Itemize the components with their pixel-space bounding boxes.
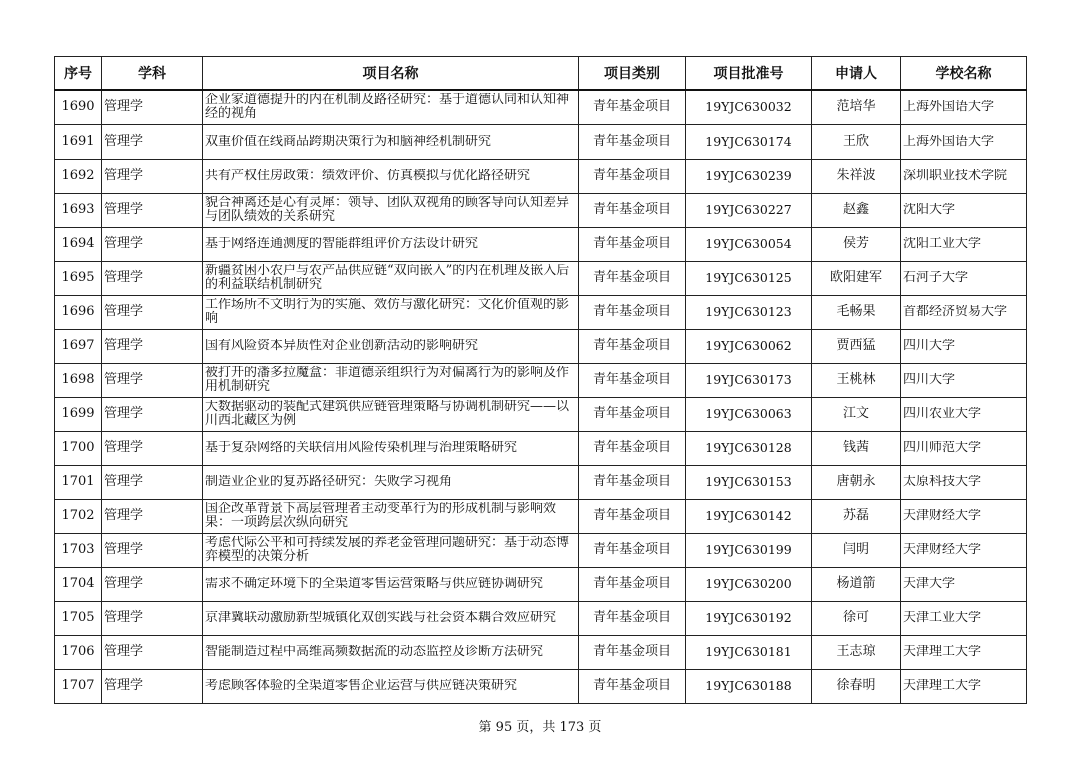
- cell-seq: 1693: [55, 193, 102, 227]
- table-row: [55, 465, 1027, 499]
- project-table: [54, 56, 1027, 704]
- cell-applicant: 范培华: [812, 90, 901, 124]
- header-subject: 学科: [102, 57, 203, 91]
- cell-applicant: 王桃林: [812, 363, 901, 397]
- cell-school: [901, 431, 1027, 465]
- cell-project-name-text: 工作场所不文明行为的实施、效仿与激化研究：文化价值观的影响: [205, 298, 570, 326]
- cell-category: 青年基金项目: [579, 261, 686, 295]
- cell-seq: 1691: [55, 124, 102, 159]
- cell-seq: 1698: [55, 363, 102, 397]
- cell-seq: 1700: [55, 431, 102, 465]
- cell-project-name-text: 基于复杂网络的关联信用风险传染机理与治理策略研究: [205, 441, 518, 455]
- cell-subject: 管理学: [102, 363, 203, 397]
- cell-school-text: 沈阳工业大学: [903, 237, 982, 251]
- cell-project-name: [203, 601, 579, 635]
- table-row: [55, 669, 1027, 703]
- cell-category: 青年基金项目: [579, 329, 686, 363]
- header-seq: 序号: [55, 57, 102, 91]
- cell-approval-no: 19YJC630199: [686, 533, 812, 567]
- table-row: [55, 159, 1027, 193]
- cell-applicant: 杨道箭: [812, 567, 901, 601]
- cell-applicant: 毛畅果: [812, 295, 901, 329]
- cell-school-text: 太原科技大学: [903, 475, 982, 489]
- cell-school-text: 石河子大学: [903, 271, 969, 285]
- cell-applicant: 钱茜: [812, 431, 901, 465]
- cell-project-name: [203, 329, 579, 363]
- cell-subject: 管理学: [102, 533, 203, 567]
- cell-seq: 1706: [55, 635, 102, 669]
- cell-approval-no: 19YJC630192: [686, 601, 812, 635]
- cell-school-text: 首都经济贸易大学: [903, 305, 1008, 319]
- cell-approval-no: 19YJC630128: [686, 431, 812, 465]
- table-row: [55, 431, 1027, 465]
- cell-subject: 管理学: [102, 601, 203, 635]
- cell-school-text: 天津财经大学: [903, 543, 982, 557]
- cell-seq: 1705: [55, 601, 102, 635]
- cell-school-text: 天津财经大学: [903, 509, 982, 523]
- cell-approval-no: 19YJC630188: [686, 669, 812, 703]
- cell-project-name: [203, 90, 579, 124]
- cell-subject: 管理学: [102, 90, 203, 124]
- cell-category: 青年基金项目: [579, 635, 686, 669]
- header-school: 学校名称: [901, 57, 1027, 91]
- cell-school-text: 深圳职业技术学院: [903, 169, 1008, 183]
- header-approval-no: 项目批准号: [686, 57, 812, 91]
- cell-seq: 1699: [55, 397, 102, 431]
- cell-project-name-text: 共有产权住房政策：绩效评价、仿真模拟与优化路径研究: [205, 169, 531, 183]
- cell-school-text: 天津大学: [903, 577, 956, 591]
- table-row: [55, 261, 1027, 295]
- cell-subject: 管理学: [102, 499, 203, 533]
- cell-school: [901, 329, 1027, 363]
- cell-approval-no: 19YJC630173: [686, 363, 812, 397]
- cell-seq: 1694: [55, 227, 102, 261]
- cell-project-name-text: 新疆贫困小农户与农产品供应链“双向嵌入”的内在机理及嵌入后的利益联结机制研究: [205, 264, 570, 292]
- cell-project-name-text: 企业家道德提升的内在机制及路径研究：基于道德认同和认知神经的视角: [205, 93, 570, 122]
- cell-applicant: 侯芳: [812, 227, 901, 261]
- cell-category: 青年基金项目: [579, 669, 686, 703]
- cell-project-name: [203, 567, 579, 601]
- cell-subject: 管理学: [102, 329, 203, 363]
- cell-category: 青年基金项目: [579, 227, 686, 261]
- cell-category: 青年基金项目: [579, 295, 686, 329]
- cell-category: 青年基金项目: [579, 533, 686, 567]
- cell-applicant: 赵鑫: [812, 193, 901, 227]
- cell-approval-no: 19YJC630153: [686, 465, 812, 499]
- cell-school: [901, 533, 1027, 567]
- cell-project-name: [203, 124, 579, 159]
- cell-project-name: [203, 635, 579, 669]
- page-number-footer: 第 95 页，共 173 页: [478, 720, 602, 735]
- table-row: [55, 295, 1027, 329]
- cell-project-name-text: 国有风险资本异质性对企业创新活动的影响研究: [205, 339, 479, 353]
- cell-applicant: 贾西猛: [812, 329, 901, 363]
- cell-project-name: [203, 261, 579, 295]
- cell-seq: 1690: [55, 90, 102, 124]
- cell-project-name-text: 需求不确定环境下的全渠道零售运营策略与供应链协调研究: [205, 577, 544, 591]
- cell-school-text: 上海外国语大学: [903, 134, 995, 149]
- cell-subject: 管理学: [102, 635, 203, 669]
- cell-seq: 1702: [55, 499, 102, 533]
- cell-subject: 管理学: [102, 261, 203, 295]
- cell-school: [901, 159, 1027, 193]
- cell-category: 青年基金项目: [579, 363, 686, 397]
- cell-approval-no: 19YJC630174: [686, 124, 812, 159]
- cell-approval-no: 19YJC630181: [686, 635, 812, 669]
- cell-school: [901, 90, 1027, 124]
- cell-school-text: 天津理工大学: [903, 645, 982, 659]
- header-category: 项目类别: [579, 57, 686, 91]
- cell-subject: 管理学: [102, 431, 203, 465]
- cell-project-name-text: 貌合神离还是心有灵犀：领导、团队双视角的顾客导向认知差异与团队绩效的关系研究: [205, 196, 570, 224]
- cell-category: 青年基金项目: [579, 431, 686, 465]
- cell-approval-no: 19YJC630032: [686, 90, 812, 124]
- cell-subject: 管理学: [102, 567, 203, 601]
- cell-school: [901, 124, 1027, 159]
- cell-project-name-text: 国企改革背景下高层管理者主动变革行为的形成机制与影响效果：一项跨层次纵向研究: [205, 502, 557, 530]
- cell-subject: 管理学: [102, 295, 203, 329]
- cell-project-name: [203, 295, 579, 329]
- cell-project-name-text: 被打开的潘多拉魔盒：非道德亲组织行为对偏离行为的影响及作用机制研究: [205, 366, 570, 394]
- cell-school-text: 沈阳大学: [903, 203, 956, 217]
- cell-school-text: 上海外国语大学: [903, 100, 995, 115]
- cell-category: 青年基金项目: [579, 193, 686, 227]
- cell-approval-no: 19YJC630062: [686, 329, 812, 363]
- header-project-name: 项目名称: [203, 57, 579, 91]
- cell-school: [901, 601, 1027, 635]
- cell-school: [901, 193, 1027, 227]
- cell-seq: 1697: [55, 329, 102, 363]
- cell-category: 青年基金项目: [579, 90, 686, 124]
- cell-seq: 1703: [55, 533, 102, 567]
- cell-project-name-text: 双重价值在线商品跨期决策行为和脑神经机制研究: [205, 134, 492, 149]
- cell-applicant: 唐朝永: [812, 465, 901, 499]
- cell-school-text: 天津理工大学: [903, 679, 982, 693]
- cell-approval-no: 19YJC630142: [686, 499, 812, 533]
- cell-school: [901, 465, 1027, 499]
- cell-approval-no: 19YJC630200: [686, 567, 812, 601]
- cell-project-name-text: 智能制造过程中高维高频数据流的动态监控及诊断方法研究: [205, 645, 544, 659]
- table-row: [55, 90, 1027, 124]
- table-row: [55, 363, 1027, 397]
- cell-school-text: 四川师范大学: [903, 441, 982, 455]
- cell-seq: 1696: [55, 295, 102, 329]
- cell-project-name: [203, 159, 579, 193]
- cell-seq: 1704: [55, 567, 102, 601]
- cell-seq: 1692: [55, 159, 102, 193]
- cell-project-name: [203, 499, 579, 533]
- table-row: [55, 124, 1027, 159]
- cell-project-name-text: 基于网络连通测度的智能群组评价方法设计研究: [205, 237, 479, 251]
- cell-approval-no: 19YJC630054: [686, 227, 812, 261]
- cell-school: [901, 227, 1027, 261]
- cell-project-name-text: 大数据驱动的装配式建筑供应链管理策略与协调机制研究——以川西北藏区为例: [205, 400, 570, 428]
- cell-category: 青年基金项目: [579, 465, 686, 499]
- table-row: [55, 329, 1027, 363]
- table-row: [55, 397, 1027, 431]
- cell-category: 青年基金项目: [579, 601, 686, 635]
- cell-project-name: [203, 227, 579, 261]
- cell-school-text: 四川大学: [903, 339, 956, 353]
- cell-category: 青年基金项目: [579, 499, 686, 533]
- table-row: [55, 533, 1027, 567]
- cell-category: 青年基金项目: [579, 159, 686, 193]
- cell-school: [901, 567, 1027, 601]
- table-header-row: [55, 57, 1027, 91]
- cell-project-name: [203, 533, 579, 567]
- cell-applicant: 苏磊: [812, 499, 901, 533]
- cell-school: [901, 295, 1027, 329]
- cell-applicant: 徐春明: [812, 669, 901, 703]
- cell-subject: 管理学: [102, 227, 203, 261]
- cell-project-name-text: 考虑顾客体验的全渠道零售企业运营与供应链决策研究: [205, 679, 518, 693]
- cell-approval-no: 19YJC630123: [686, 295, 812, 329]
- cell-subject: 管理学: [102, 397, 203, 431]
- cell-subject: 管理学: [102, 465, 203, 499]
- cell-project-name: [203, 669, 579, 703]
- cell-seq: 1695: [55, 261, 102, 295]
- cell-project-name: [203, 431, 579, 465]
- cell-applicant: 徐可: [812, 601, 901, 635]
- cell-category: 青年基金项目: [579, 124, 686, 159]
- cell-project-name: [203, 465, 579, 499]
- cell-project-name-text: 制造业企业的复苏路径研究：失败学习视角: [205, 475, 453, 489]
- cell-applicant: 闫明: [812, 533, 901, 567]
- header-applicant: 申请人: [812, 57, 901, 91]
- project-table-container: [54, 56, 1026, 704]
- cell-category: 青年基金项目: [579, 567, 686, 601]
- cell-project-name-text: 京津冀联动激励新型城镇化双创实践与社会资本耦合效应研究: [205, 611, 557, 625]
- cell-school-text: 四川农业大学: [903, 407, 982, 421]
- cell-project-name-text: 考虑代际公平和可持续发展的养老金管理问题研究：基于动态博弈模型的决策分析: [205, 536, 570, 564]
- cell-school-text: 四川大学: [903, 373, 956, 387]
- cell-school: [901, 669, 1027, 703]
- table-row: [55, 635, 1027, 669]
- cell-project-name: [203, 397, 579, 431]
- cell-school: [901, 261, 1027, 295]
- table-row: [55, 193, 1027, 227]
- cell-subject: 管理学: [102, 193, 203, 227]
- cell-subject: 管理学: [102, 124, 203, 159]
- cell-approval-no: 19YJC630125: [686, 261, 812, 295]
- cell-subject: 管理学: [102, 159, 203, 193]
- cell-approval-no: 19YJC630239: [686, 159, 812, 193]
- cell-category: 青年基金项目: [579, 397, 686, 431]
- cell-school-text: 天津工业大学: [903, 611, 982, 625]
- table-row: [55, 499, 1027, 533]
- cell-applicant: 朱祥波: [812, 159, 901, 193]
- table-body: [55, 90, 1027, 703]
- cell-school: [901, 635, 1027, 669]
- cell-applicant: 王志琼: [812, 635, 901, 669]
- cell-school: [901, 499, 1027, 533]
- cell-approval-no: 19YJC630227: [686, 193, 812, 227]
- table-row: [55, 227, 1027, 261]
- cell-seq: 1701: [55, 465, 102, 499]
- cell-subject: 管理学: [102, 669, 203, 703]
- cell-applicant: 王欣: [812, 124, 901, 159]
- table-row: [55, 567, 1027, 601]
- cell-applicant: 江文: [812, 397, 901, 431]
- table-row: [55, 601, 1027, 635]
- cell-approval-no: 19YJC630063: [686, 397, 812, 431]
- cell-school: [901, 363, 1027, 397]
- cell-project-name: [203, 363, 579, 397]
- cell-project-name: [203, 193, 579, 227]
- cell-applicant: 欧阳建军: [812, 261, 901, 295]
- cell-seq: 1707: [55, 669, 102, 703]
- cell-school: [901, 397, 1027, 431]
